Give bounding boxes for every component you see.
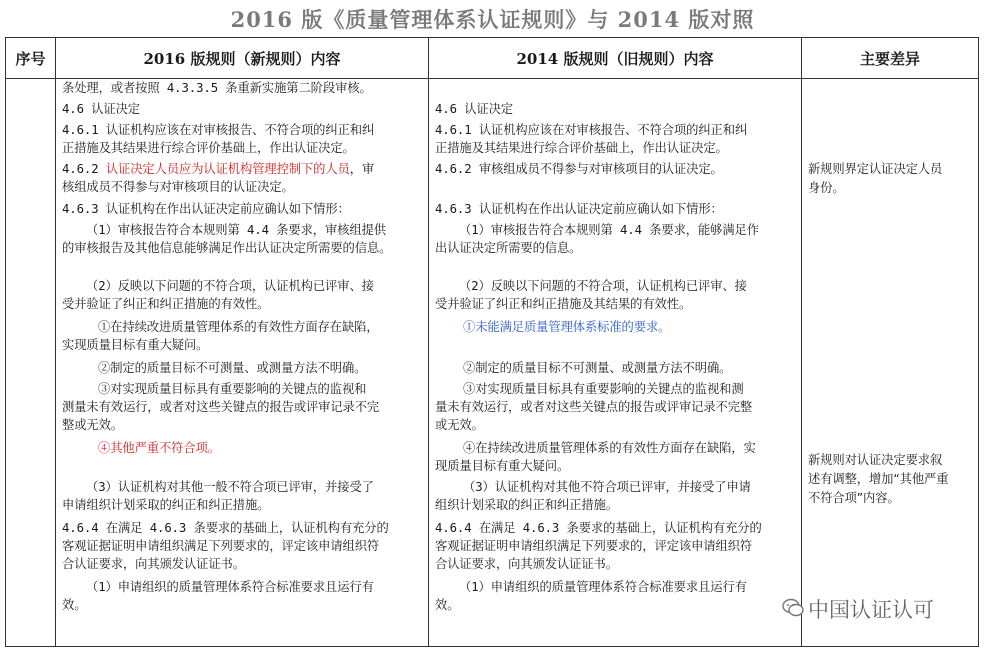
diff-line: 新规则对认证决定要求叙: [808, 453, 943, 467]
old-line: 4.6.4 在满足 4.6.3 条要求的基础上，认证机构有充分的: [435, 521, 762, 535]
old-line: 现质量目标有重大疑问。: [435, 459, 570, 473]
old-line: （2）反映以下问题的不符合项，认证机构已评审、接: [459, 279, 747, 293]
watermark-text: 中国认证认可: [808, 598, 934, 622]
new-462-highlight: 认证决定人员应为认证机构管理控制下的人员: [105, 162, 350, 176]
new-rule-cell: [56, 79, 429, 647]
new-line: 的审核报告及其他信息能够满足作出认证决定所需要的信息。: [62, 241, 392, 255]
old-line: 出认证决定所需要的信息。: [435, 241, 582, 255]
old-line: 正措施及其结果进行综合评价基础上，作出认证决定。: [435, 141, 728, 155]
new-line: 4.6.1 认证机构应该在对审核报告、不符合项的纠正和纠: [62, 123, 375, 137]
new-line: （1）审核报告符合本规则第 4.4 条要求，审核组提供: [86, 223, 386, 237]
document-title: 2016 版《质量管理体系认证规则》与 2014 版对照: [230, 7, 755, 32]
old-line: 客观证据证明申请组织满足下列要求的，评定该申请组织符: [435, 539, 753, 553]
new-line: （2）反映以下问题的不符合项，认证机构已评审、接: [86, 279, 374, 293]
new-line: 受并验证了纠正和纠正措施的有效性。: [62, 297, 270, 311]
diff-line: 不符合项”内容。: [808, 491, 900, 505]
new-line: ②制定的质量目标不可测量、或测量方法不明确。: [98, 361, 367, 375]
old-line: ④在持续改进质量管理体系的有效性方面存在缺陷，实: [463, 441, 756, 455]
header-old-rule: 2014 版规则（旧规则）内容: [429, 38, 802, 79]
header-new-rule: 2016 版规则（新规则）内容: [56, 38, 429, 79]
old-line-highlight: ①未能满足质量管理体系标准的要求。: [463, 320, 671, 334]
new-line: ③对实现质量目标具有重要影响的关键点的监视和: [98, 382, 367, 396]
old-line: （1）申请组织的质量管理体系符合标准要求且运行有: [459, 580, 747, 594]
diff-line: 身份。: [808, 181, 845, 195]
old-line: （3）认证机构对其他不符合项已评审，并接受了申请: [463, 480, 751, 494]
old-line: ②制定的质量目标不可测量、或测量方法不明确。: [463, 361, 732, 375]
old-line: 4.6.2 审核组成员不得参与对审核项目的认证决定。: [435, 162, 723, 176]
old-rule-content: [429, 79, 801, 646]
new-line: ①在持续改进质量管理体系的有效性方面存在缺陷，: [98, 320, 379, 334]
new-line: 核组成员不得参与对审核项目的认证决定。: [62, 180, 294, 194]
wechat-icon: [782, 598, 804, 618]
new-line: 4.6 认证决定: [62, 102, 141, 116]
comparison-table: [5, 37, 979, 647]
new-line: （1）申请组织的质量管理体系符合标准要求且运行有: [86, 580, 374, 594]
diff-line: 述有调整，增加“其他严重: [808, 472, 949, 486]
header-no: 序号: [6, 38, 56, 79]
old-line: 组织计划采取的纠正和纠正措施。: [435, 498, 618, 512]
table-body-row: [6, 79, 979, 647]
old-line: 受并验证了纠正和纠正措施及其结果的有效性。: [435, 297, 692, 311]
new-462-prefix: 4.6.2: [62, 162, 106, 176]
old-line: 或无效。: [435, 418, 484, 432]
new-line: 申请组织计划采取的纠正和纠正措施。: [62, 498, 270, 512]
new-line-highlight: ④其他严重不符合项。: [98, 441, 220, 455]
old-line: ③对实现质量目标具有重要影响的关键点的监视和测: [463, 382, 744, 396]
new-line: 4.6.4 在满足 4.6.3 条要求的基础上，认证机构有充分的: [62, 521, 389, 535]
old-line: 4.6.1 认证机构应该在对审核报告、不符合项的纠正和纠: [435, 123, 748, 137]
old-line: 效。: [435, 598, 460, 612]
new-line: 整或无效。: [62, 418, 123, 432]
new-line: （3）认证机构对其他一般不符合项已评审，并接受了: [86, 480, 374, 494]
table-header-row: [6, 38, 979, 79]
old-line: （1）审核报告符合本规则第 4.4 条要求，能够满足作: [459, 223, 759, 237]
new-line: 效。: [62, 598, 87, 612]
new-rule-content: [56, 79, 428, 646]
new-line: 合认证要求，向其颁发认证证书。: [62, 557, 245, 571]
new-line-462: [62, 160, 428, 178]
diff-line: 新规则界定认证决定人员: [808, 162, 943, 176]
old-line: 4.6.3 认证机构在作出认证决定前应确认如下情形：: [435, 202, 723, 216]
new-line: 条处理，或者按照 4.3.3.5 条重新实施第二阶段审核。: [62, 81, 372, 95]
new-line: 实现质量目标有重大疑问。: [62, 338, 209, 352]
no-cell-content: [6, 79, 55, 646]
old-line: 量未有效运行，或者对这些关键点的报告或评审记录不完整: [435, 400, 753, 414]
no-column-cell: [6, 79, 56, 647]
old-line: 合认证要求，向其颁发认证证书。: [435, 557, 618, 571]
header-differences: 主要差异: [802, 38, 979, 79]
new-line: 客观证据证明申请组织满足下列要求的，评定该申请组织符: [62, 539, 380, 553]
new-462-suffix: ，审: [349, 162, 375, 176]
new-line: 测量未有效运行，或者对这些关键点的报告或评审记录不完: [62, 400, 380, 414]
old-line: 4.6 认证决定: [435, 102, 514, 116]
new-line: 4.6.3 认证机构在作出认证决定前应确认如下情形：: [62, 202, 350, 216]
new-line: 正措施及其结果进行综合评价基础上，作出认证决定。: [62, 141, 355, 155]
differences-cell: [802, 79, 979, 647]
old-rule-cell: [429, 79, 802, 647]
differences-content: [802, 79, 978, 646]
